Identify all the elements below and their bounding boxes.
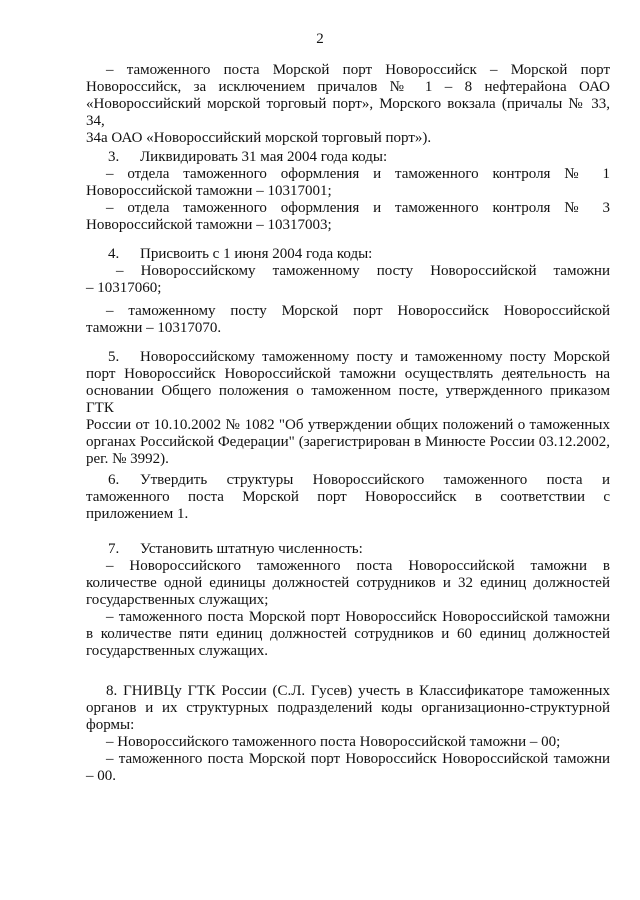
text-line: – Новороссийского таможенного поста Новороссийской таможни – 00; [106,734,561,750]
text-line: таможни – 10317070. [86,320,222,336]
text-line: – таможенного поста Морской порт Новороссийск Новороссийской таможни [106,609,610,625]
section-number: 5. [108,349,120,365]
text-line: Новороссийскому таможенному посту и таможенному посту Морской [140,349,610,365]
text-line: России от 10.10.2002 № 1082 "Об утверждении общих положений о таможенных [86,417,610,433]
text-line: основании Общего положения о таможенном посте, утвержденного приказом ГТК [86,383,610,416]
text-line: порт Новороссийск Новороссийской таможни осуществлять деятельность на [86,366,610,382]
section-6 [86,472,610,523]
text-line: государственных служащих; [86,592,269,608]
section-title: Присвоить с 1 июня 2004 года коды: [140,246,373,262]
text-line: – отдела таможенного оформления и таможенного контроля № 1 [106,166,610,182]
section-3 [86,149,610,234]
section-title: Ликвидировать 31 мая 2004 года коды: [140,149,388,165]
intro-paragraph [86,62,610,147]
text-line: Утвердить структуры Новороссийского таможенного поста и [140,472,610,488]
text-line: приложением 1. [86,506,189,522]
section-number: 4. [108,246,120,262]
section-7 [86,541,610,660]
text-line: Новороссийской таможни – 10317003; [86,217,332,233]
text-line: – 00. [86,768,116,784]
text-line: количестве одной единицы должностей сотрудников и 32 единиц должностей [86,575,610,591]
text-line: – таможенному посту Морской порт Новороссийск Новороссийской [106,303,610,319]
text-line: – отдела таможенного оформления и таможенного контроля № 3 [106,200,610,216]
text-line: – Новороссийского таможенного поста Новороссийской таможни в [106,558,610,574]
section-8 [86,683,610,785]
text-line: органов и их структурных подразделений коды организационно-структурной [86,700,610,716]
text-line: 8. ГНИВЦу ГТК России (С.Л. Гусев) учесть в Классификаторе таможенных [106,683,610,699]
text-line: в количестве пяти единиц должностей сотрудников и 60 единиц должностей [86,626,610,642]
text-line: – 10317060; [86,280,162,296]
text-line: Новороссийск, за исключением причалов № 1 – 8 нефтерайона ОАО [86,79,610,95]
section-number: 6. [108,472,120,488]
text-line: – Новороссийскому таможенному посту Новороссийской таможни [116,263,610,279]
text-line: таможенного поста Морской порт Новороссийск в соответствии с [86,489,610,505]
text-line: 34а ОАО «Новороссийский морской торговый порт»). [86,130,432,146]
text-line: Новороссийской таможни – 10317001; [86,183,332,199]
text-line: органах Российской Федерации" (зарегистрирован в Минюсте России 03.12.2002, [86,434,610,450]
text-line: – таможенного поста Морской порт Новороссийск Новороссийской таможни [106,751,610,767]
section-number: 3. [108,149,120,165]
text-line: «Новороссийский морской торговый порт», Морского вокзала (причалы № 33, 34, [86,96,610,129]
page-number: 2 [316,31,324,47]
text-line: формы: [86,717,135,733]
section-number: 7. [108,541,120,557]
section-5 [86,349,610,468]
section-title: Установить штатную численность: [140,541,363,557]
section-4 [86,246,610,337]
text-line: рег. № 3992). [86,451,169,467]
text-line: государственных служащих. [86,643,268,659]
text-line: – таможенного поста Морской порт Новороссийск – Морской порт [106,62,610,78]
